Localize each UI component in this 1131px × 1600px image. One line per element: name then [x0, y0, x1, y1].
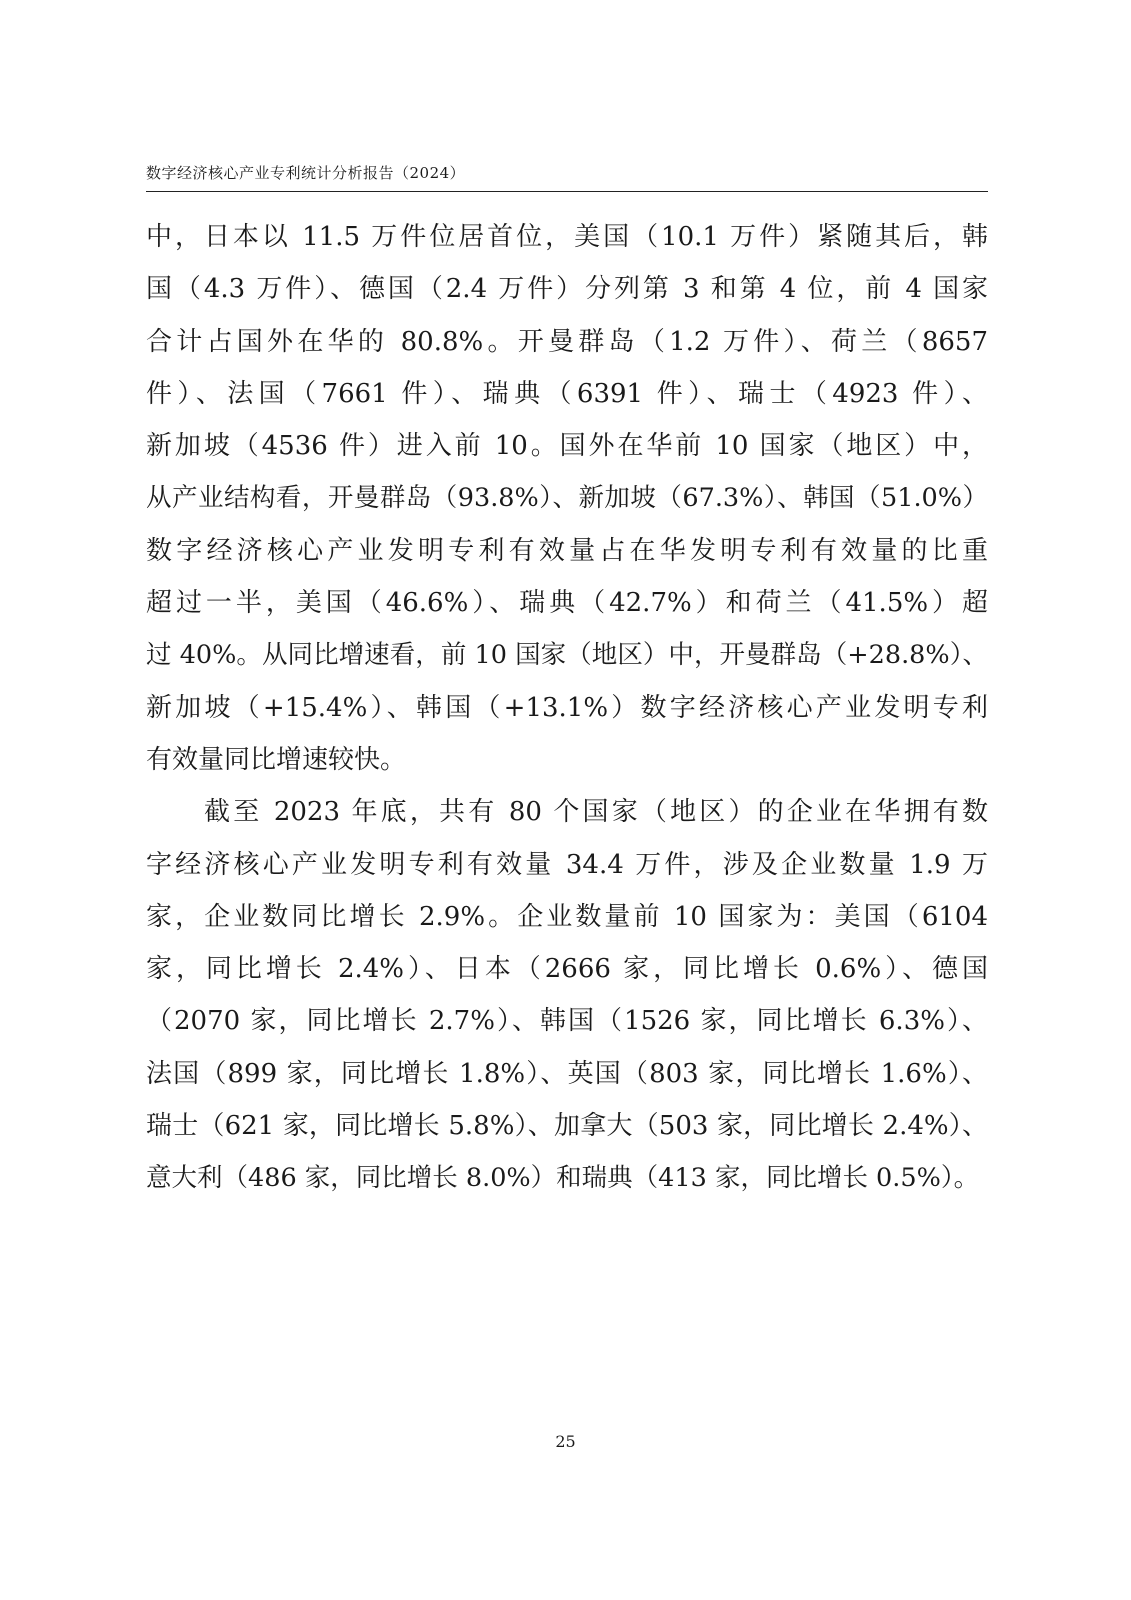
text-line: 家，企业数同比增长 2.9%。企业数量前 10 国家为：美国（6104	[146, 901, 988, 932]
text-line: 中，日本以 11.5 万件位居首位，美国（10.1 万件）紧随其后，韩	[146, 222, 988, 252]
text-line: 新加坡（+15.4%）、韩国（+13.1%）数字经济核心产业发明专利	[146, 692, 988, 723]
text-line: 法国（899 家，同比增长 1.8%）、英国（803 家，同比增长 1.6%）、	[146, 1058, 988, 1089]
text-line: 件）、法国（7661 件）、瑞典（6391 件）、瑞士（4923 件）、	[146, 378, 988, 409]
text-line: 字经济核心产业发明专利有效量 34.4 万件，涉及企业数量 1.9 万	[146, 849, 988, 880]
text-line: 截至 2023 年底，共有 80 个国家（地区）的企业在华拥有数	[204, 797, 988, 828]
text-line: 合计占国外在华的 80.8%。开曼群岛（1.2 万件）、荷兰（8657	[146, 326, 988, 357]
text-line: 过 40%。从同比增速看，前 10 国家（地区）中，开曼群岛（+28.8%）、	[146, 640, 988, 671]
page-number: 25	[555, 1432, 576, 1451]
text-line: 瑞士（621 家，同比增长 5.8%）、加拿大（503 家，同比增长 2.4%）、	[146, 1111, 988, 1142]
text-line: 数字经济核心产业发明专利有效量占在华发明专利有效量的比重	[146, 535, 988, 566]
page-header	[146, 163, 988, 192]
text-line: 国（4.3 万件）、德国（2.4 万件）分列第 3 和第 4 位，前 4 国家	[146, 274, 988, 305]
text-line: 新加坡（4536 件）进入前 10。国外在华前 10 国家（地区）中，	[146, 431, 988, 462]
text-line: 超过一半，美国（46.6%）、瑞典（42.7%）和荷兰（41.5%）超	[146, 588, 988, 619]
running-head-title: 数字经济核心产业专利统计分析报告（2024）	[146, 164, 466, 182]
paragraph-2	[146, 786, 988, 1204]
text-line: （2070 家，同比增长 2.7%）、韩国（1526 家，同比增长 6.3%）、	[146, 1006, 988, 1037]
text-line: 从产业结构看，开曼群岛（93.8%）、新加坡（67.3%）、韩国（51.0%）	[146, 483, 988, 514]
text-line: 有效量同比增速较快。	[146, 744, 407, 775]
paragraph-1	[146, 211, 988, 786]
text-line: 意大利（486 家，同比增长 8.0%）和瑞典（413 家，同比增长 0.5%）。	[146, 1163, 980, 1194]
text-line: 家，同比增长 2.4%）、日本（2666 家，同比增长 0.6%）、德国	[146, 954, 988, 985]
body-text	[146, 211, 988, 1205]
